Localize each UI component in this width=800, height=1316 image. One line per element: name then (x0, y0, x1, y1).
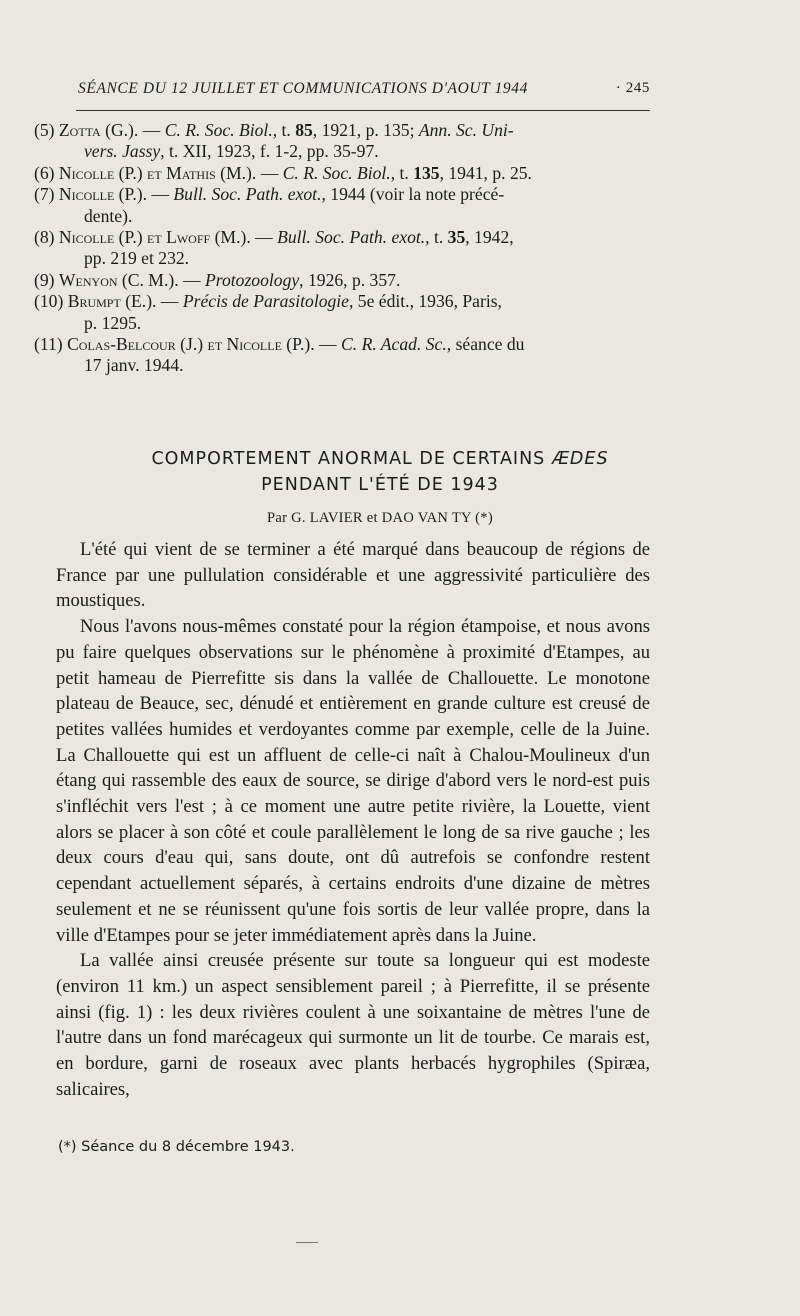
article-title-line2: PENDANT L'ÉTÉ DE 1943 (261, 475, 499, 495)
reference-item: (5) Zotta (G.). — C. R. Soc. Biol., t. 85, 1921, p. 135; Ann. Sc. Uni- vers. Jassy, t. XII, 1923, f. 1-2, pp. 35-97. (34, 120, 514, 162)
reference-author: Colas-Belcour (J.) et Nicolle (P.). (67, 334, 315, 355)
reference-author: Zotta (G.). (58, 120, 139, 140)
reference-author: Brumpt (E.). (67, 291, 157, 312)
reference-journal: Bull. Soc. Path. exot. (173, 184, 322, 205)
reference-author: Nicolle (P.) et Mathis (M.). (58, 162, 257, 183)
paragraph: La vallée ainsi creusée présente sur toute sa longueur qui est modeste (environ 11 km.) un aspect sensiblement pareil ; à Pierrefitte, il se présente ainsi (fig. 1) : les deux rivières coulent à une soixantaine de mètres l'une de l'autre dans un fond marécageux qui surmonte un lit de tourbe. Ce marais est, en bordure, garni de roseaux avec plants herbacés hygrophiles (Spiræa, salicaires, (56, 950, 650, 1100)
header-rule (76, 110, 650, 111)
reference-journal: C. R. Soc. Biol. (164, 120, 273, 140)
article-title-line1: COMPORTEMENT ANORMAL DE CERTAINS (151, 449, 552, 469)
article-byline: Par G. LAVIER et DAO VAN TY (*) (267, 510, 493, 526)
article-title-genus: ÆDES (551, 449, 609, 469)
paragraph: Nous l'avons nous-mêmes constaté pour la région étampoise, et nous avons pu faire quelques observations sur le phénomène à proximité d'Etampes, au petit hameau de Pierrefitte sis dans la vallée de Challouette. Le monotone plateau de Beauce, sec, dénudé et entièrement en grande culture est creusé de petites vallées humides et verdoyantes comme par exemple, celle de la Juine. La Challouette qui est un affluent de celle-ci naît à Chalou-Moulineux d'un étang qui rassemble des eaux de source, se dirige d'abord vers le nord-est puis s'infléchit vers l'est ; à ce moment une autre petite rivière, la Louette, vient alors se placer à son côté et coule parallèlement le long de sa rive gauche ; les deux cours d'eau qui, sans doute, ont dû autrefois se confondre restent cependant actuellement séparés, à certains endroits d'une dizaine de mètres seulement et ne se réunissent qu'une fois sortis de leur vallée propre, dans la ville d'Etampes pour se jeter immédiatement après dans la Juine. (56, 616, 650, 946)
page-number: · 245 (615, 80, 650, 96)
running-head (78, 80, 650, 104)
footnote: (*) Séance du 8 décembre 1943. (58, 1139, 295, 1155)
reference-item: (11) Colas-Belcour (J.) et Nicolle (P.). — C. R. Acad. Sc., séance du 17 janv. 1944. (34, 334, 525, 376)
reference-list (34, 120, 658, 377)
reference-item: (8) Nicolle (P.) et Lwoff (M.). — Bull. Soc. Path. exot., t. 35, 1942, pp. 219 et 232. (34, 227, 514, 269)
reference-author: Nicolle (P.) et Lwoff (M.). (58, 227, 251, 248)
reference-journal: Protozoology (205, 269, 300, 290)
reference-item: (6) Nicolle (P.) et Mathis (M.). — C. R. Soc. Biol., t. 135, 1941, p. 25. (34, 162, 532, 183)
bottom-mark (296, 1242, 318, 1243)
reference-volume: 35 (447, 227, 466, 248)
reference-journal: Bull. Soc. Path. exot. (277, 227, 426, 248)
paragraph: L'été qui vient de se terminer a été marqué dans beaucoup de régions de France par une pullulation considérable et une aggressivité particulière des moustiques. (56, 539, 650, 612)
reference-volume: 85 (295, 120, 313, 140)
reference-journal: C. R. Acad. Sc. (341, 334, 447, 355)
reference-author: Nicolle (P.). (58, 184, 148, 205)
reference-item: (9) Wenyon (C. M.). — Protozoology, 1926, p. 357. (34, 269, 401, 290)
reference-journal: Précis de Parasitologie (182, 291, 349, 312)
reference-item: (7) Nicolle (P.). — Bull. Soc. Path. exot., 1944 (voir la note précé- dente). (34, 184, 505, 226)
article-title (60, 446, 700, 498)
reference-author: Wenyon (C. M.). (58, 269, 179, 290)
article-body (56, 537, 650, 1102)
reference-item: (10) Brumpt (E.). — Précis de Parasitologie, 5e édit., 1936, Paris, p. 1295. (34, 291, 502, 333)
reference-volume: 135 (413, 162, 440, 183)
reference-journal: C. R. Soc. Biol. (282, 162, 391, 183)
running-head-title: SÉANCE DU 12 JUILLET ET COMMUNICATIONS D'AOUT 1944 (78, 80, 528, 97)
